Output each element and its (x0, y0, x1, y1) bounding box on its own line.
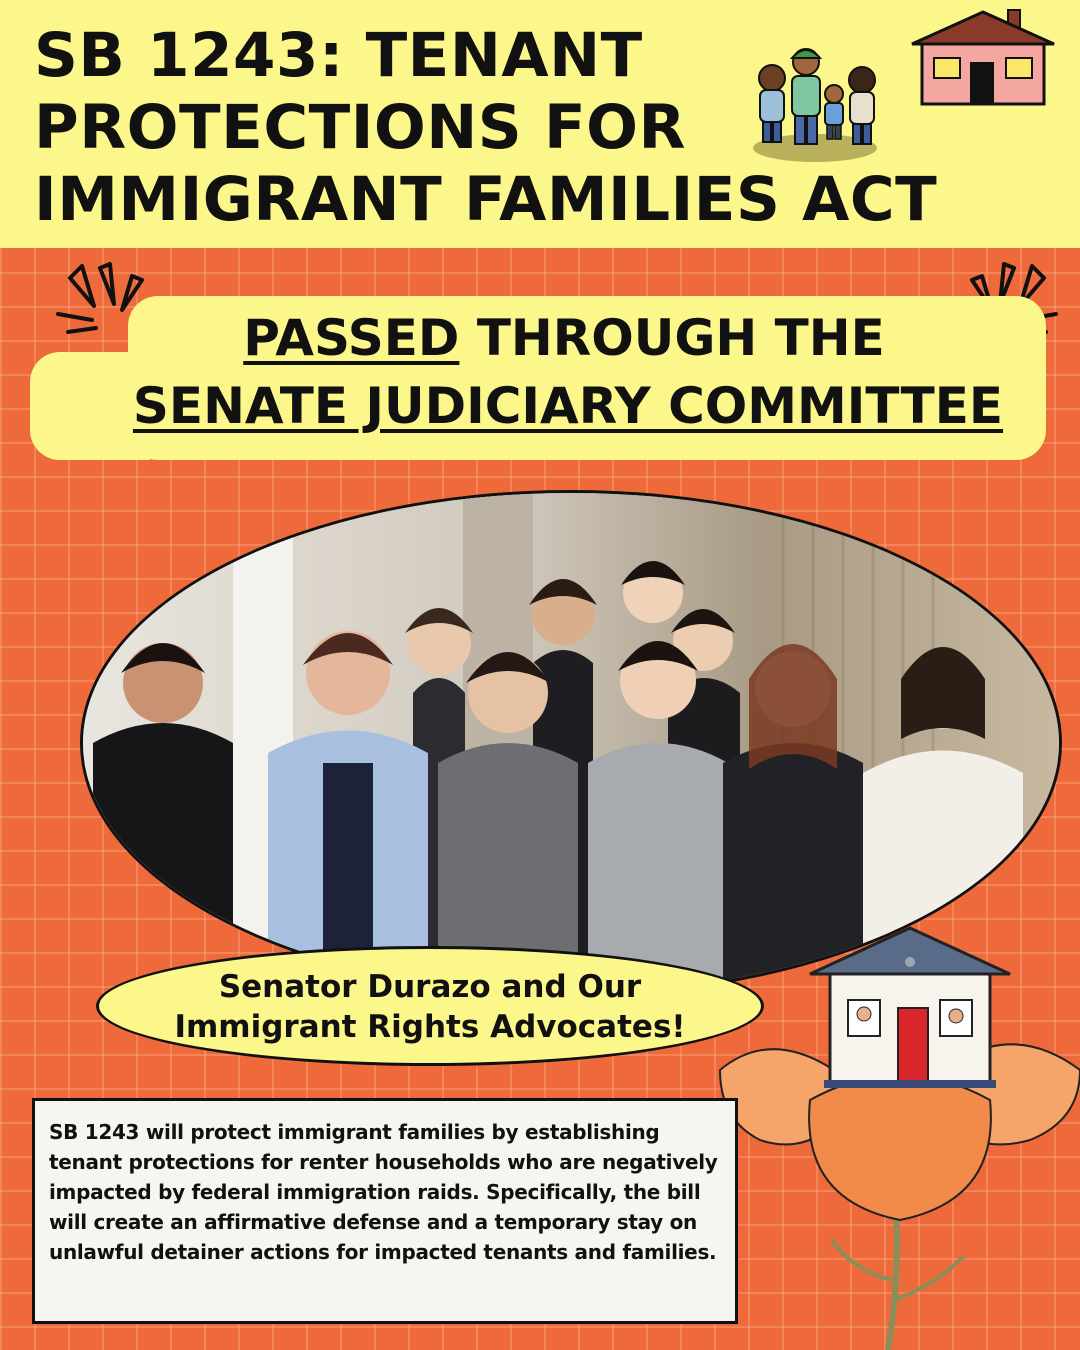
house-illustration (908, 4, 1058, 108)
family-illustration (750, 36, 880, 166)
caption-line-1: Senator Durazo and Our (218, 969, 642, 1005)
photo-caption (96, 946, 764, 1066)
status-line-2 (68, 376, 1068, 436)
description-box (32, 1098, 738, 1324)
title-line-1: SB 1243: TENANT (34, 20, 643, 91)
title-banner (0, 0, 1080, 248)
description-text: SB 1243 will protect immigrant families by establishing tenant protections for renter households who are negatively impacted by federal immigration raids. Specifically, the bill will create an affirmative defense and a temporary stay on unlawful detainer actions for impacted tenants and families. (49, 1120, 718, 1264)
status-line-1-rest: THROUGH THE (459, 309, 885, 367)
caption-line-2: Immigrant Rights Advocates! (174, 1009, 686, 1045)
status-line-1 (164, 308, 964, 368)
title-line-3: IMMIGRANT FAMILIES ACT (34, 164, 938, 235)
title-line-2: PROTECTIONS FOR (34, 92, 686, 163)
status-emphasis: PASSED (243, 309, 460, 367)
committee-name: SENATE JUDICIARY COMMITTEE (132, 377, 1004, 435)
page-title (34, 20, 938, 236)
status-banner (128, 296, 1046, 460)
poppy-house-illustration (700, 900, 1080, 1350)
